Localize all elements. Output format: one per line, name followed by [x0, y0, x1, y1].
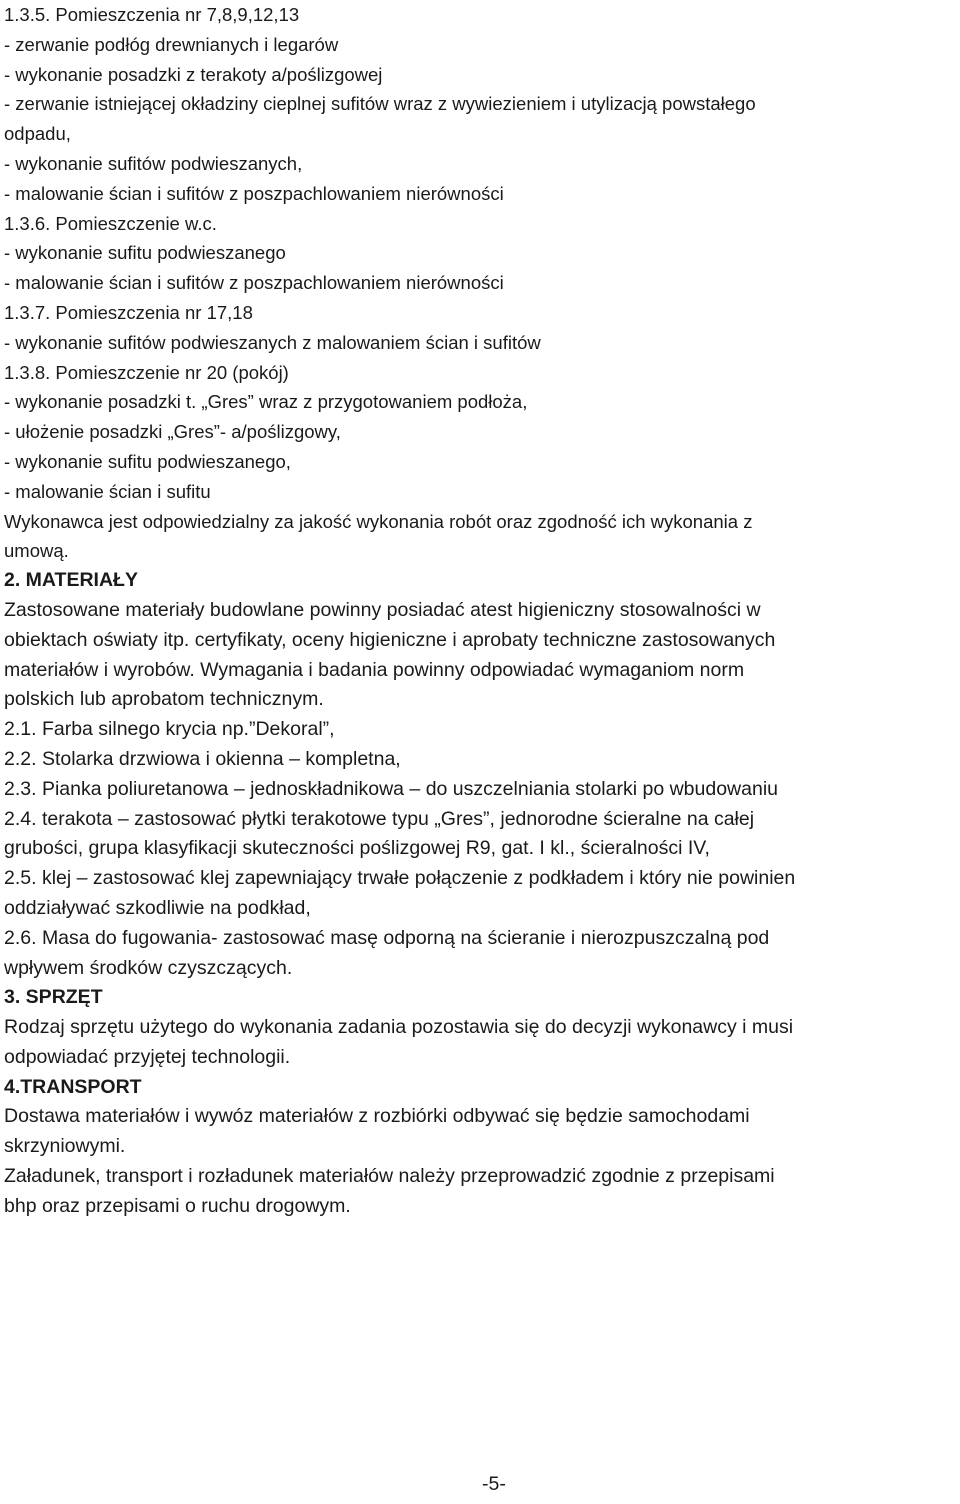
text-line: oddziaływać szkodliwie na podkład, [4, 896, 311, 919]
text-line: 2.5. klej – zastosować klej zapewniający trwałe połączenie z podkładem i który nie powinien [4, 867, 796, 890]
text-line: - malowanie ścian i sufitu [4, 480, 211, 502]
text-line: polskich lub aprobatom technicznym. [4, 688, 324, 711]
text-line: - malowanie ścian i sufitów z poszpachlowaniem nierówności [4, 182, 504, 204]
text-line: - wykonanie sufitów podwieszanych, [4, 152, 303, 174]
text-line: - malowanie ścian i sufitów z poszpachlowaniem nierówności [4, 272, 504, 294]
page-number: -5- [482, 1473, 506, 1495]
text-line: - wykonanie posadzki z terakoty a/poślizgowej [4, 63, 383, 85]
text-line: Rodzaj sprzętu użytego do wykonania zadania pozostawia się do decyzji wykonawcy i musi [4, 1016, 794, 1039]
text-line: 2.4. terakota – zastosować płytki terakotowe typu „Gres”, jednorodne ścieralne na całej [4, 807, 755, 830]
text-line: 2.2. Stolarka drzwiowa i okienna – kompletna, [4, 747, 401, 770]
text-line: odpadu, [4, 123, 71, 145]
text-line: - wykonanie sufitu podwieszanego [4, 242, 286, 264]
document-page [4, 0, 954, 1222]
text-line: 1.3.6. Pomieszczenie w.c. [4, 212, 217, 234]
text-line: wpływem środków czyszczących. [4, 956, 293, 979]
text-line: 1.3.5. Pomieszczenia nr 7,8,9,12,13 [4, 4, 300, 25]
text-line: - zerwanie podłóg drewnianych i legarów [4, 33, 339, 55]
text-line: odpowiadać przyjętej technologii. [4, 1045, 291, 1068]
text-line: 2.6. Masa do fugowania- zastosować masę odporną na ścieranie i nierozpuszczalną pod [4, 926, 770, 949]
section-heading: 2. MATERIAŁY [4, 569, 138, 592]
text-line: - zerwanie istniejącej okładziny cieplnej sufitów wraz z wywiezieniem i utylizacją powstałego [4, 93, 756, 115]
text-line: umową. [4, 540, 69, 562]
text-line: - wykonanie posadzki t. „Gres” wraz z przygotowaniem podłoża, [4, 391, 528, 413]
text-line: - wykonanie sufitów podwieszanych z malowaniem ścian i sufitów [4, 331, 541, 353]
text-line: obiektach oświaty itp. certyfikaty, oceny higieniczne i aprobaty techniczne zastosowanych [4, 628, 776, 651]
text-line: 2.3. Pianka poliuretanowa – jednoskładnikowa – do uszczelniania stolarki po wbudowaniu [4, 777, 778, 800]
text-line: 1.3.7. Pomieszczenia nr 17,18 [4, 301, 253, 323]
text-line: 2.1. Farba silnego krycia np.”Dekoral”, [4, 718, 335, 741]
section-heading: 3. SPRZĘT [4, 986, 103, 1009]
text-line: 1.3.8. Pomieszczenie nr 20 (pokój) [4, 361, 289, 383]
text-line: Załadunek, transport i rozładunek materiałów należy przeprowadzić zgodnie z przepisami [4, 1165, 775, 1188]
text-line: materiałów i wyrobów. Wymagania i badania powinny odpowiadać wymaganiom norm [4, 658, 745, 681]
text-line: Dostawa materiałów i wywóz materiałów z rozbiórki odbywać się będzie samochodami [4, 1105, 750, 1128]
text-line: Zastosowane materiały budowlane powinny posiadać atest higieniczny stosowalności w [4, 598, 761, 621]
text-line: grubości, grupa klasyfikacji skuteczności poślizgowej R9, gat. I kl., ścieralności IV, [4, 837, 710, 860]
text-line: Wykonawca jest odpowiedzialny za jakość wykonania robót oraz zgodność ich wykonania z [4, 510, 753, 532]
text-line: - wykonanie sufitu podwieszanego, [4, 450, 291, 472]
section-heading: 4.TRANSPORT [4, 1075, 142, 1098]
text-line: skrzyniowymi. [4, 1135, 126, 1158]
text-line: - ułożenie posadzki „Gres”- a/poślizgowy, [4, 421, 341, 443]
text-line: bhp oraz przepisami o ruchu drogowym. [4, 1194, 351, 1217]
